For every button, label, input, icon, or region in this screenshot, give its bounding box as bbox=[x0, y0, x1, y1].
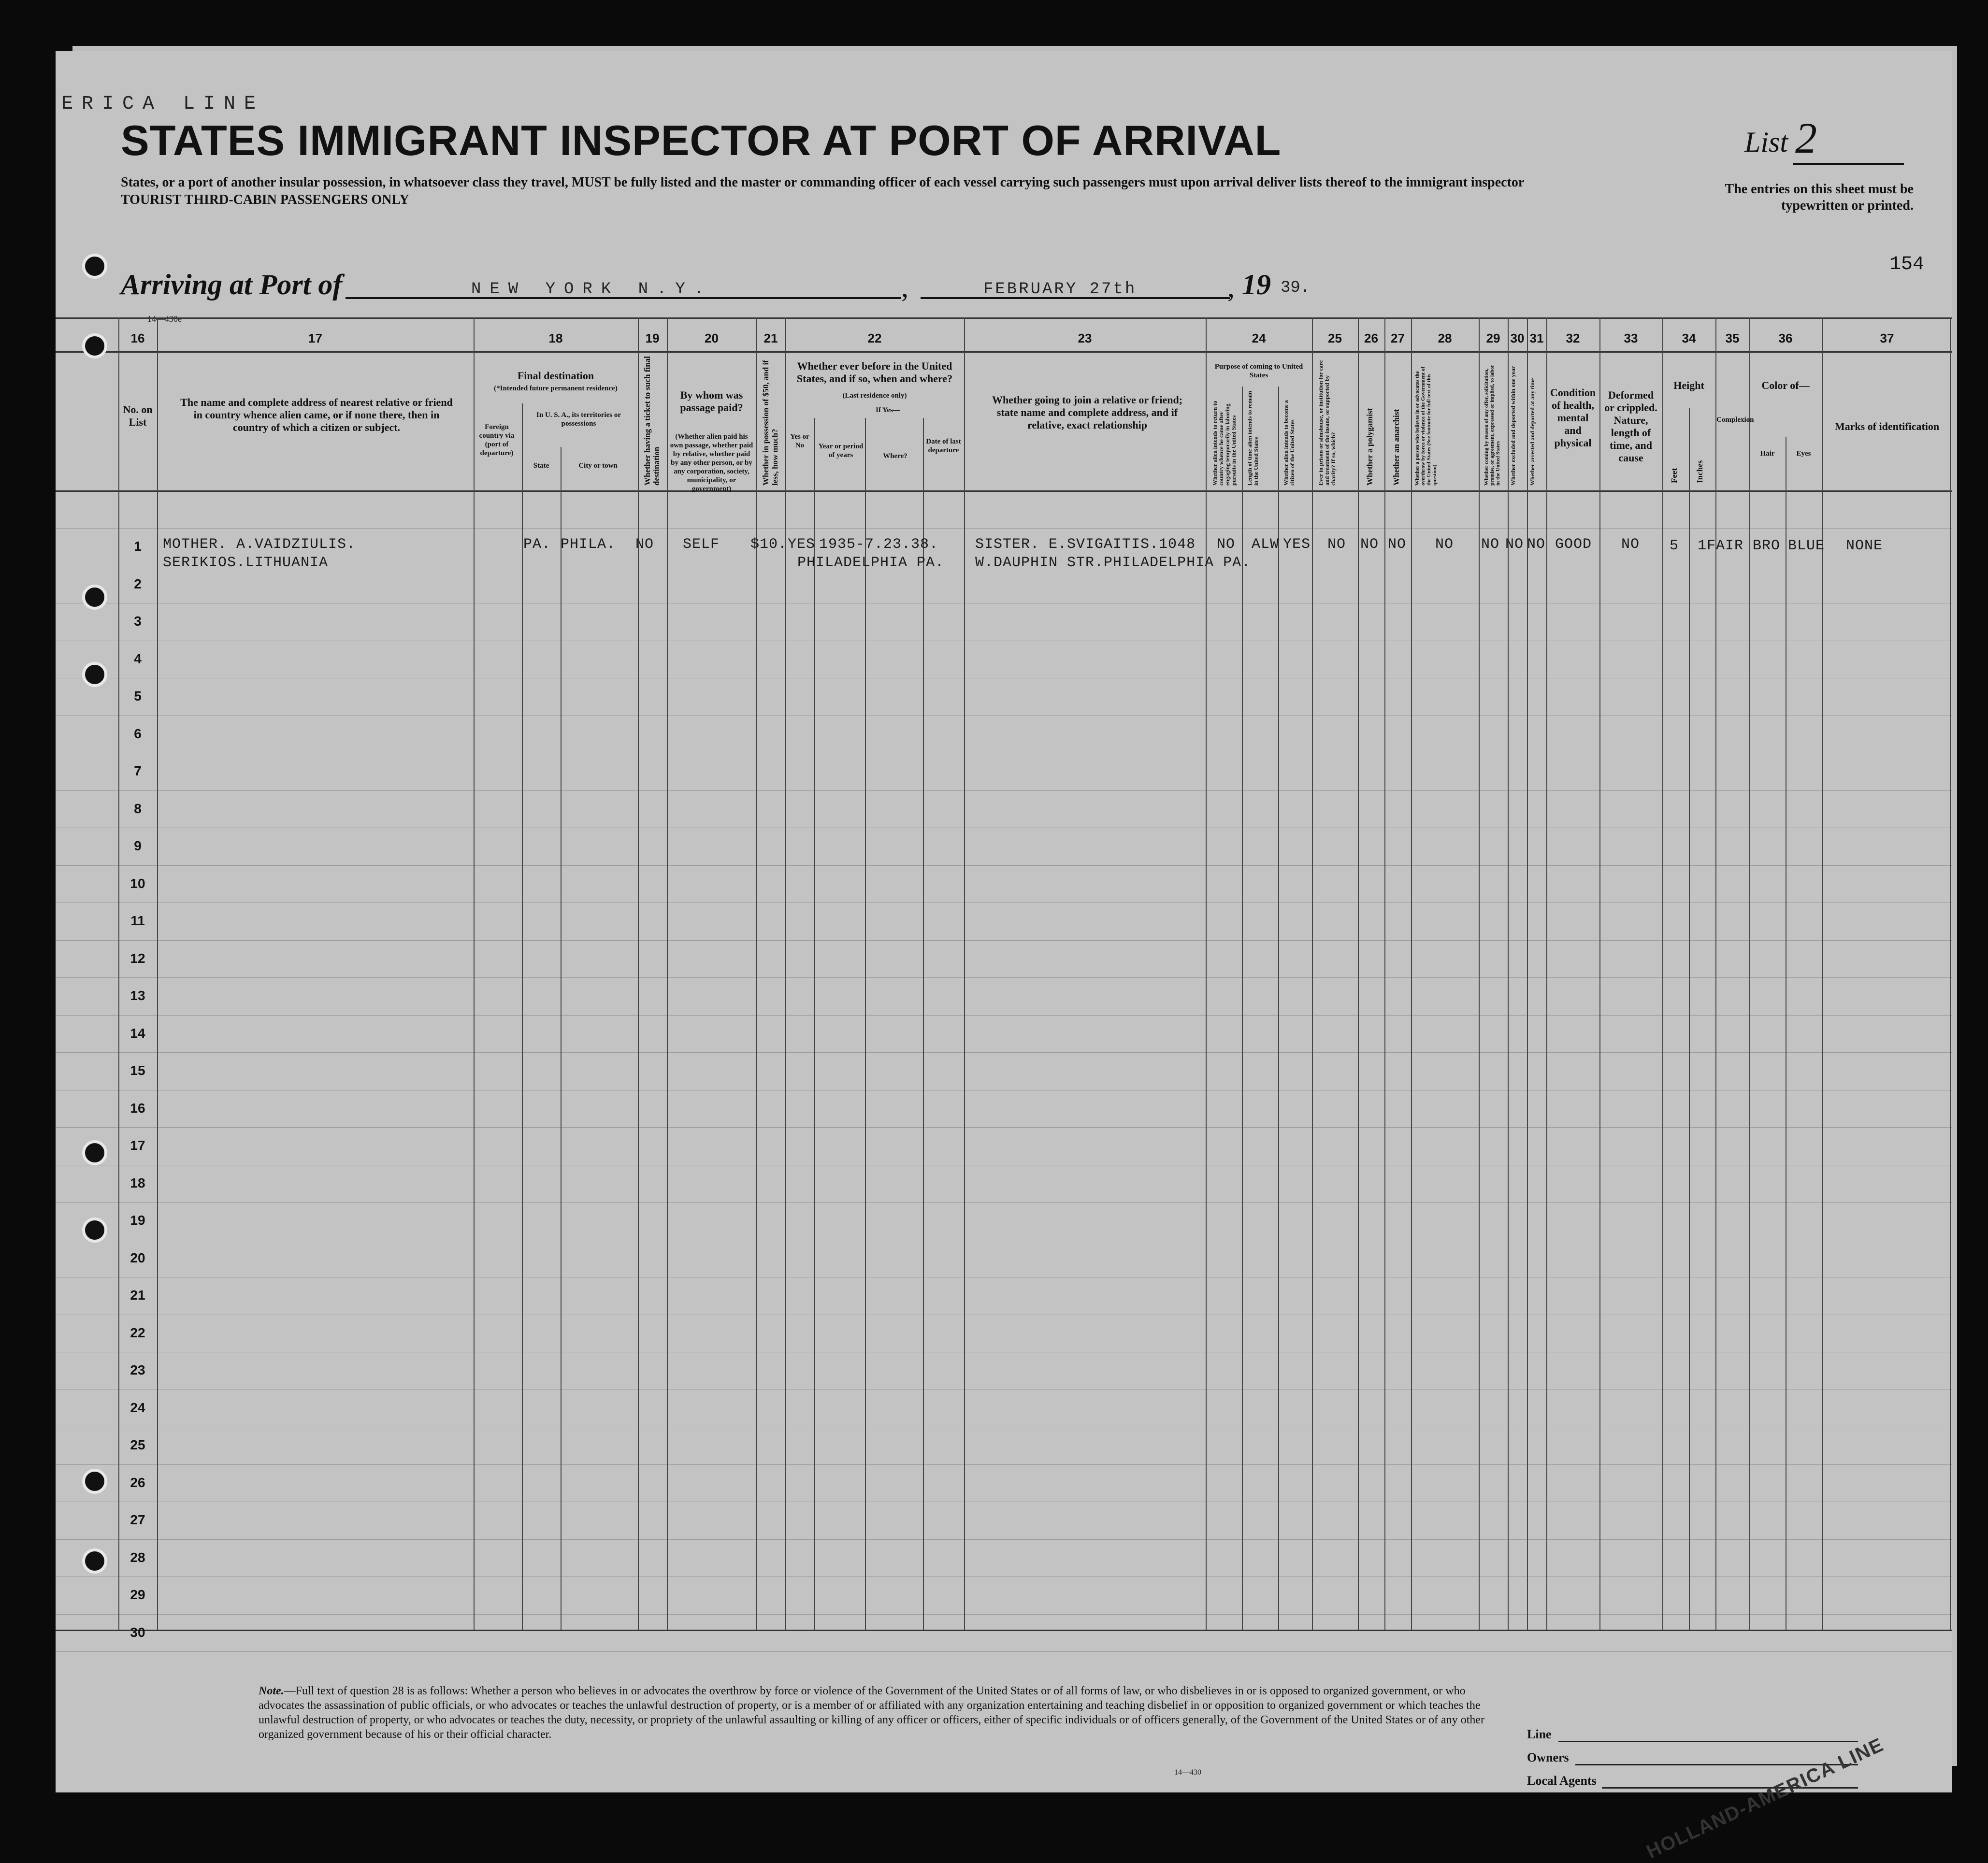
entry1-join-line2: W.DAUPHIN STR.PHILADELPHIA PA. bbox=[975, 555, 1251, 571]
header-final-destination-note: (*Intended future permanent residence) bbox=[494, 385, 618, 392]
owners-label: Owners bbox=[1527, 1750, 1569, 1764]
row-rule bbox=[56, 1539, 1952, 1540]
row-number: 18 bbox=[130, 1175, 145, 1190]
header-if-yes: If Yes— bbox=[876, 406, 900, 414]
column-rule bbox=[638, 317, 639, 1630]
row-rule bbox=[56, 790, 1952, 791]
header-anarchist: Whether an anarchist bbox=[1392, 409, 1401, 486]
row-number: 2 bbox=[134, 576, 142, 591]
colnum-36: 36 bbox=[1778, 331, 1793, 345]
entry1-eyes: BLUE bbox=[1788, 538, 1825, 554]
entry1-city: PHILA. bbox=[561, 536, 616, 553]
port-of-arrival: NEW YORK N.Y. bbox=[471, 280, 713, 299]
preamble-text: States, or a port of another insular possession, in whatsoever class they travel, MUST be fully listed and the master or commanding officer of each vessel carrying such passengers must upon arrival deliver lists thereof to the immigrant inspector bbox=[121, 175, 1525, 190]
entry1-excluded: NO bbox=[1505, 536, 1524, 553]
row-rule bbox=[56, 1127, 1952, 1128]
entry1-offer: NO bbox=[1481, 536, 1500, 553]
sub-column-rule bbox=[1278, 387, 1279, 1630]
row-rule bbox=[56, 940, 1952, 941]
manifest-sheet bbox=[56, 51, 1952, 1863]
line-underline bbox=[1558, 1741, 1858, 1742]
column-rule bbox=[1358, 317, 1359, 1630]
entry1-anarchist: NO bbox=[1388, 536, 1407, 553]
entry1-citizen: YES bbox=[1283, 536, 1311, 553]
colnum-23: 23 bbox=[1078, 331, 1092, 345]
class-line: TOURIST THIRD-CABIN PASSENGERS ONLY bbox=[121, 192, 409, 207]
row-number: 12 bbox=[130, 950, 145, 966]
row-number: 29 bbox=[130, 1587, 145, 1602]
year-suffix: 39. bbox=[1281, 279, 1311, 297]
binder-hole bbox=[82, 1548, 107, 1574]
colnum-32: 32 bbox=[1566, 331, 1580, 345]
entry1-ticket: NO bbox=[635, 536, 654, 553]
header-health: Condition of health, mental and physical bbox=[1550, 387, 1596, 449]
row-number: 1 bbox=[134, 539, 142, 554]
list-number: 2 bbox=[1795, 115, 1817, 162]
header-last-residence: (Last residence only) bbox=[842, 392, 907, 400]
header-state: State bbox=[533, 462, 549, 470]
entry1-feet: 5 bbox=[1670, 538, 1679, 554]
entry1-relative-line1: MOTHER. A.VAIDZIULIS. bbox=[163, 536, 356, 553]
colnum-25: 25 bbox=[1328, 331, 1342, 345]
row-number: 4 bbox=[134, 651, 142, 666]
colnum-31: 31 bbox=[1529, 331, 1544, 345]
column-rule bbox=[1508, 317, 1509, 1630]
year-prefix: 19 bbox=[1242, 269, 1271, 301]
row-number: 19 bbox=[130, 1213, 145, 1228]
header-ever-before: Whether ever before in the United States, and if so, when and where? bbox=[796, 360, 953, 385]
column-rule bbox=[1206, 317, 1207, 1630]
header-where: Where? bbox=[883, 452, 908, 460]
header-offer-solicitation: Whether coming by reason of any offer, solicitation, promise, or agreement, expressed or implied, to labor in the United States bbox=[1484, 365, 1501, 486]
entry1-health: GOOD bbox=[1555, 536, 1592, 553]
row-number: 23 bbox=[130, 1362, 145, 1377]
row-number: 28 bbox=[130, 1549, 145, 1565]
line-name-fragment: ERICA LINE bbox=[61, 93, 265, 115]
entry1-hair: BRO bbox=[1753, 538, 1781, 554]
row-number: 22 bbox=[130, 1325, 145, 1340]
header-length-of-stay: Length of time alien intends to remain in the United States bbox=[1246, 391, 1259, 486]
row-number: 6 bbox=[134, 726, 142, 741]
comma-mark: , bbox=[901, 271, 908, 303]
entry1-return: NO bbox=[1217, 536, 1236, 553]
column-rule bbox=[785, 317, 786, 1630]
footnote-label: Note. bbox=[259, 1685, 284, 1697]
entry1-join-line1: SISTER. E.SVIGAITIS.1048 bbox=[975, 536, 1196, 553]
header-inches: Inches bbox=[1695, 460, 1704, 483]
colnum-22: 22 bbox=[867, 331, 882, 345]
column-number-rule bbox=[56, 351, 1952, 353]
header-excluded: Whether excluded and deported within one year bbox=[1510, 366, 1516, 486]
header-passage-paid: By whom was passage paid? bbox=[680, 389, 743, 414]
colnum-19: 19 bbox=[645, 331, 660, 345]
line-label: Line bbox=[1527, 1727, 1552, 1741]
colnum-16: 16 bbox=[130, 331, 145, 345]
row-number: 15 bbox=[130, 1063, 145, 1078]
row-rule bbox=[56, 1576, 1952, 1577]
list-underline bbox=[1793, 163, 1904, 165]
header-city: City or town bbox=[578, 462, 618, 470]
colnum-27: 27 bbox=[1391, 331, 1405, 345]
entry1-inches: 1 bbox=[1698, 538, 1707, 554]
entry1-overthrow: NO bbox=[1435, 536, 1454, 553]
header-ticket: Whether having a ticket to such final destination bbox=[643, 356, 661, 486]
header-fifty-dollars: Whether in possession of $50, and if less, how much? bbox=[761, 360, 779, 486]
sub-column-rule bbox=[522, 403, 523, 1630]
binder-hole bbox=[82, 1218, 107, 1243]
header-last-departure: Date of last departure bbox=[926, 438, 961, 454]
row-number: 24 bbox=[130, 1400, 145, 1415]
header-year-period: Year or period of years bbox=[818, 443, 864, 459]
line-stamp: HOLLAND-AMERICA LINE bbox=[1643, 1734, 1887, 1863]
colnum-24: 24 bbox=[1252, 331, 1266, 345]
row-number: 9 bbox=[134, 838, 142, 853]
header-arrested: Whether arrested and deported at any time bbox=[1529, 378, 1536, 486]
row-number: 17 bbox=[130, 1138, 145, 1153]
entry1-deformed: NO bbox=[1621, 536, 1640, 553]
binder-hole bbox=[82, 333, 107, 358]
header-polygamist: Whether a polygamist bbox=[1365, 408, 1374, 486]
binder-hole bbox=[82, 662, 107, 687]
column-rule bbox=[1715, 317, 1716, 1630]
column-rule bbox=[667, 317, 668, 1630]
header-color-of: Color of— bbox=[1761, 379, 1810, 391]
entry1-paid-by: SELF bbox=[683, 536, 720, 553]
header-hair: Hair bbox=[1760, 450, 1775, 458]
row-number: 5 bbox=[134, 688, 142, 703]
entry1-prison: NO bbox=[1327, 536, 1346, 553]
row-number: 10 bbox=[130, 875, 145, 891]
row-rule bbox=[56, 1651, 1952, 1652]
sub-column-rule bbox=[865, 418, 866, 1630]
row-rule bbox=[56, 1614, 1952, 1615]
entries-note: The entries on this sheet must be typewritten or printed. bbox=[1725, 182, 1914, 213]
header-no-on-list: No. on List bbox=[123, 403, 153, 428]
entry1-complexion: FAIR bbox=[1707, 538, 1744, 554]
row-number: 16 bbox=[130, 1100, 145, 1116]
arriving-label: Arriving at Port of bbox=[121, 269, 343, 301]
footnote bbox=[259, 1684, 1491, 1742]
column-rule bbox=[1599, 317, 1600, 1630]
colnum-30: 30 bbox=[1510, 331, 1525, 345]
row-number: 20 bbox=[130, 1250, 145, 1265]
row-number: 21 bbox=[130, 1288, 145, 1303]
row-number: 26 bbox=[130, 1475, 145, 1490]
entry1-money: $10. bbox=[750, 536, 788, 553]
column-rule bbox=[1546, 317, 1547, 1630]
header-passage-note: (Whether alien paid his own passage, whether paid by relative, whether paid by any other person, or by any corporation, society, municipality, or government) bbox=[670, 433, 753, 493]
entry1-arrested: NO bbox=[1527, 536, 1546, 553]
sub-column-rule bbox=[1689, 408, 1690, 1630]
column-rule bbox=[1384, 317, 1385, 1630]
row-number: 8 bbox=[134, 801, 142, 816]
header-deformed: Deformed or crippled. Nature, length of time, and cause bbox=[1604, 389, 1657, 464]
header-eyes: Eyes bbox=[1796, 450, 1811, 458]
colnum-37: 37 bbox=[1880, 331, 1894, 345]
row-number: 11 bbox=[130, 913, 145, 928]
row-rule bbox=[56, 1202, 1952, 1203]
entry1-polygamist: NO bbox=[1360, 536, 1379, 553]
arrival-date: FEBRUARY 27th bbox=[983, 280, 1137, 299]
header-overthrow: Whether a person who believes in or advocates the overthrow by force or violence of the Government of the United States (See footnote for full text of this question) bbox=[1414, 366, 1438, 486]
row-rule bbox=[56, 528, 1952, 529]
column-rule bbox=[118, 317, 119, 1630]
header-join-relative: Whether going to join a relative or friend; state name and complete address, and if relative, exact relationship bbox=[992, 394, 1183, 431]
colnum-21: 21 bbox=[764, 331, 778, 345]
colnum-35: 35 bbox=[1725, 331, 1740, 345]
colnum-33: 33 bbox=[1624, 331, 1638, 345]
footnote-text: —Full text of question 28 is as follows: Whether a person who believes in or advocates the overthrow by force or violence of the Government of the United States or of all forms of law, or who disbelieves in or is opposed to organized government, or who advocates the assassination of public officials, or who advocates or teaches the unlawful destruction of property, or is a member of or affiliated with any organization entertaining and teaching disbelief in or opposition to organized government or which teaches the unlawful destruction of property, or who advocates or teaches the duty, necessity, or propriety of the unlawful assaulting or killing of any officer or officers, either of specific individuals or of officers generally, of the Government of the United States or of any other organized government because of his or their official character. bbox=[259, 1685, 1485, 1741]
form-number: 14—430e bbox=[147, 314, 182, 324]
binder-hole bbox=[82, 585, 107, 610]
entry1-state: PA. bbox=[523, 536, 551, 553]
column-rule bbox=[1749, 317, 1750, 1630]
footer-form-number: 14—430 bbox=[1174, 1768, 1201, 1777]
row-rule bbox=[56, 865, 1952, 866]
colnum-20: 20 bbox=[705, 331, 719, 345]
entry1-marks: NONE bbox=[1846, 538, 1883, 554]
binder-hole bbox=[82, 254, 107, 279]
entry1-length: ALW bbox=[1252, 536, 1280, 553]
header-purpose: Purpose of coming to United States bbox=[1214, 363, 1303, 379]
sub-column-rule bbox=[1242, 387, 1243, 1630]
column-rule bbox=[1411, 317, 1412, 1630]
table-top-rule bbox=[56, 317, 1952, 319]
local-agents-label: Local Agents bbox=[1527, 1774, 1597, 1788]
column-rule bbox=[1312, 317, 1313, 1630]
row-number: 7 bbox=[134, 763, 142, 778]
colnum-18: 18 bbox=[548, 331, 563, 345]
sub-column-rule bbox=[814, 418, 815, 1630]
agents-underline bbox=[1602, 1787, 1858, 1789]
column-rule bbox=[756, 317, 757, 1630]
header-height: Height bbox=[1673, 379, 1704, 391]
row-rule bbox=[56, 1015, 1952, 1016]
colnum-29: 29 bbox=[1486, 331, 1500, 345]
row-number: 14 bbox=[130, 1025, 145, 1041]
row-rule bbox=[56, 1052, 1952, 1053]
row-number: 30 bbox=[130, 1624, 145, 1640]
binder-hole bbox=[82, 1140, 107, 1165]
sub-column-rule bbox=[561, 447, 562, 1630]
form-title: STATES IMMIGRANT INSPECTOR AT PORT OF ARRIVAL bbox=[121, 116, 1282, 164]
column-rule bbox=[1822, 317, 1823, 1630]
entry1-relative-line2: SERIKIOS.LITHUANIA bbox=[163, 555, 329, 571]
row-number: 25 bbox=[130, 1437, 145, 1452]
table-bottom-rule bbox=[56, 1630, 1952, 1631]
entry1-year: 1935-7.23.38. bbox=[819, 536, 939, 553]
header-complexion: Complexion bbox=[1716, 416, 1754, 424]
header-feet: Feet bbox=[1670, 468, 1679, 483]
form-preamble bbox=[121, 174, 1667, 209]
colnum-34: 34 bbox=[1682, 331, 1696, 345]
page-number: 154 bbox=[1889, 254, 1925, 275]
entry1-before-yes: YES bbox=[788, 536, 816, 553]
row-number: 27 bbox=[130, 1512, 145, 1527]
header-marks: Marks of identification bbox=[1834, 420, 1940, 432]
list-label: List bbox=[1744, 126, 1788, 158]
column-rule bbox=[1527, 317, 1528, 1630]
binder-hole bbox=[82, 1469, 107, 1494]
header-foreign-country: Foreign country via (port of departure) bbox=[479, 423, 515, 457]
header-bottom-rule bbox=[56, 490, 1952, 492]
colnum-17: 17 bbox=[308, 331, 322, 345]
header-nearest-relative: The name and complete address of nearest relative or friend in country whence alien came, or if none there, then in country of which a citizen or subject. bbox=[180, 396, 453, 433]
header-in-usa: In U. S. A., its territories or possessions bbox=[536, 411, 621, 428]
column-rule bbox=[474, 317, 475, 1630]
sub-column-rule bbox=[923, 418, 924, 1630]
entry1-where: PHILADELPHIA PA. bbox=[797, 555, 945, 571]
row-rule bbox=[56, 1464, 1952, 1465]
row-number: 3 bbox=[134, 614, 142, 629]
colnum-26: 26 bbox=[1364, 331, 1378, 345]
column-rule bbox=[964, 317, 965, 1630]
colnum-28: 28 bbox=[1438, 331, 1452, 345]
column-rule bbox=[1479, 317, 1480, 1630]
header-intends-citizen: Whether alien intends to become a citizen of the United States bbox=[1282, 400, 1296, 486]
header-prison: Ever in prison or almshouse, or institution for care and treatment of the insane, or supported by charity? If so, which? bbox=[1317, 360, 1337, 486]
header-intends-return: Whether alien intends to return to country whence he came after engaging temporarily in laboring pursuits in the United States bbox=[1211, 401, 1237, 486]
header-final-destination: Final destination bbox=[517, 370, 594, 382]
column-rule bbox=[1662, 317, 1663, 1630]
column-rule bbox=[157, 317, 158, 1630]
row-rule bbox=[56, 977, 1952, 978]
row-number: 13 bbox=[130, 988, 145, 1003]
header-yes-or-no: Yes or No bbox=[790, 433, 809, 449]
column-rule bbox=[1950, 317, 1951, 1630]
comma-mark: , bbox=[1227, 271, 1235, 303]
